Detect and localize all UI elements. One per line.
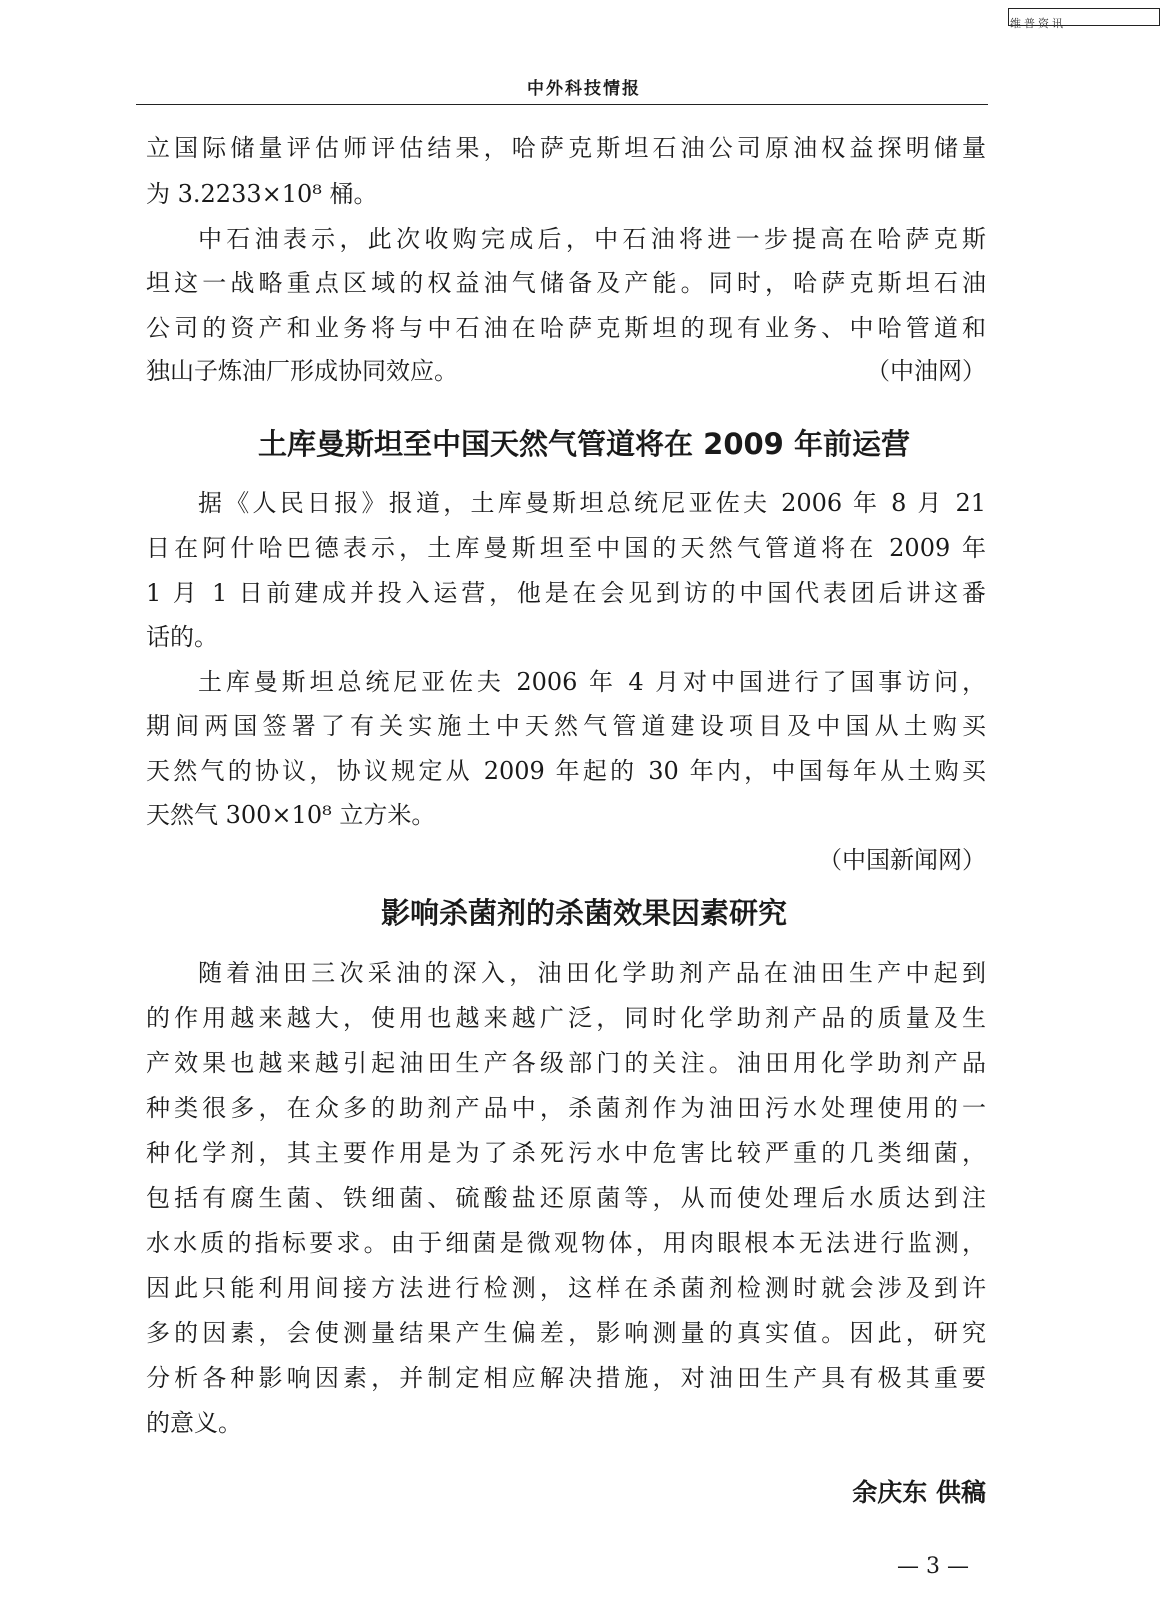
paragraph-line: 的作用越来越大，使用也越来越广泛，同时化学助剂产品的质量及生 (146, 1004, 986, 1032)
paragraph-line: 天然气的协议，协议规定从 2009 年起的 30 年内，中国每年从土购买 (146, 757, 986, 785)
paragraph-line: 为 3.2233×10⁸ 桶。 (146, 180, 378, 208)
paragraph-line: 分析各种影响因素，并制定相应解决措施，对油田生产具有极其重要 (146, 1364, 986, 1392)
source-credit: （中国新闻网） (818, 846, 986, 874)
paragraph-line: 立国际储量评估师评估结果，哈萨克斯坦石油公司原油权益探明储量 (146, 134, 986, 162)
paragraph-line: 产效果也越来越引起油田生产各级部门的关注。油田用化学助剂产品 (146, 1049, 986, 1077)
paragraph-line: 土库曼斯坦总统尼亚佐夫 2006 年 4 月对中国进行了国事访问， (198, 668, 986, 696)
paragraph-line: 日在阿什哈巴德表示，土库曼斯坦至中国的天然气管道将在 2009 年 (146, 534, 986, 562)
paragraph-line: 种化学剂，其主要作用是为了杀死污水中危害比较严重的几类细菌， (146, 1139, 986, 1167)
paragraph-line: 种类很多，在众多的助剂产品中，杀菌剂作为油田污水处理使用的一 (146, 1094, 986, 1122)
paragraph-line: 水水质的指标要求。由于细菌是微观物体，用肉眼根本无法进行监测， (146, 1229, 986, 1257)
paragraph-line: 坦这一战略重点区域的权益油气储备及产能。同时，哈萨克斯坦石油 (146, 269, 986, 297)
paragraph-line: 期间两国签署了有关实施土中天然气管道建设项目及中国从土购买 (146, 712, 986, 740)
paragraph-line: 随着油田三次采油的深入，油田化学助剂产品在油田生产中起到 (198, 959, 986, 987)
source-credit: （中油网） (866, 357, 986, 385)
paragraph-line: 话的。 (146, 623, 218, 651)
paragraph-line: 中石油表示，此次收购完成后，中石油将进一步提高在哈萨克斯 (198, 225, 986, 253)
paragraph-line: 天然气 300×10⁸ 立方米。 (146, 801, 436, 829)
corner-stamp-label: 维普资讯 (1010, 17, 1066, 30)
paragraph-line: 包括有腐生菌、铁细菌、硫酸盐还原菌等，从而使处理后水质达到注 (146, 1184, 986, 1212)
paragraph-line: 公司的资产和业务将与中石油在哈萨克斯坦的现有业务、中哈管道和 (146, 314, 986, 342)
paragraph-line: 1 月 1 日前建成并投入运营，他是在会见到访的中国代表团后讲这番 (146, 579, 986, 607)
paragraph-line: 因此只能利用间接方法进行检测，这样在杀菌剂检测时就会涉及到许 (146, 1274, 986, 1302)
paragraph-line: 的意义。 (146, 1409, 242, 1437)
paragraph-line: 独山子炼油厂形成协同效应。 (146, 357, 458, 385)
article-heading: 影响杀菌剂的杀菌效果因素研究 (380, 896, 787, 930)
page-number: — 3 — (897, 1554, 969, 1579)
header-rule (136, 104, 988, 105)
paragraph-line: 多的因素，会使测量结果产生偏差，影响测量的真实值。因此，研究 (146, 1319, 986, 1347)
article-heading: 土库曼斯坦至中国天然气管道将在 2009 年前运营 (258, 427, 910, 461)
running-header-title: 中外科技情报 (527, 79, 641, 99)
paragraph-line: 据《人民日报》报道，土库曼斯坦总统尼亚佐夫 2006 年 8 月 21 (198, 489, 986, 517)
contributor-signature: 余庆东 供稿 (852, 1478, 986, 1507)
